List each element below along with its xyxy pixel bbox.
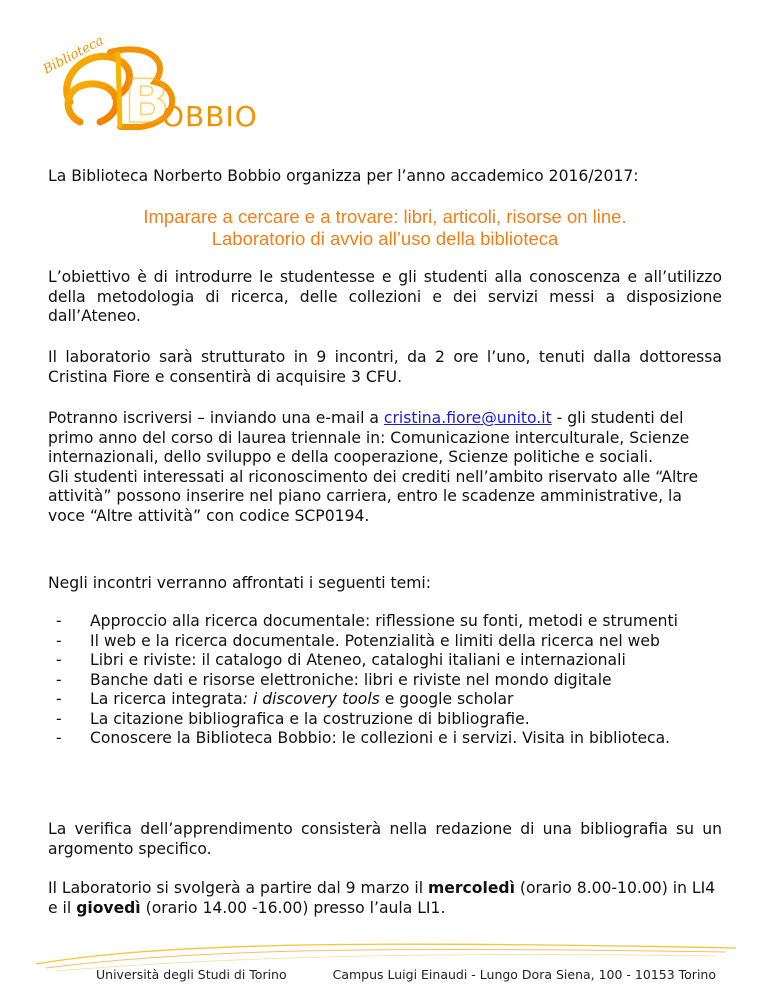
- logo-initial: B: [124, 67, 170, 137]
- list-item: - Conoscere la Biblioteca Bobbio: le collezioni e i servizi. Visita in biblioteca.: [56, 729, 671, 747]
- assessment-paragraph: La verifica dell’apprendimento consisterà nella redazione di una bibliografia su un argomento specifico.: [48, 820, 722, 858]
- schedule-paragraph: Il Laboratorio si svolgerà a partire dal 9 marzo il mercoledì (orario 8.00-10.00) in LI4 e il giovedì (orario 14.00 -16.00) presso l’aula LI1.: [48, 879, 716, 917]
- enrollment-text-before: Potranno iscriversi – inviando una e-mail a: [48, 409, 384, 427]
- footer-university: Università degli Studi di Torino: [96, 967, 287, 982]
- objective-paragraph: L’obiettivo è di introdurre le studentesse e gli studenti alla conoscenza e all’utilizzo della metodologia di ricerca, delle collezioni e dei servizi messi a disposizione dall’Ateneo.: [48, 268, 722, 325]
- enrollment-text-after: - gli studenti del primo anno del corso di laurea triennale in: Comunicazione interculturale, Scienze internazionali, dello sviluppo e della cooperazione, Scienze politiche e sociali.: [48, 409, 690, 466]
- logo-big-text: OBBIO: [162, 100, 258, 133]
- course-title: [48, 206, 722, 250]
- logo-small-text: Biblioteca: [40, 33, 107, 78]
- weekday-wednesday: mercoledì: [428, 879, 515, 897]
- course-title-line-2: Laboratorio di avvio all’uso della biblioteca: [211, 228, 559, 249]
- weekday-thursday: giovedì: [76, 898, 141, 917]
- footer-address: Campus Luigi Einaudi - Lungo Dora Siena, 100 - 10153 Torino: [332, 967, 716, 982]
- list-item: - Il web e la ricerca documentale. Potenzialità e limiti della ricerca nel web: [56, 631, 660, 650]
- list-item: - Banche dati e risorse elettroniche: libri e riviste nel mondo digitale: [56, 670, 612, 689]
- list-item: - La ricerca integrata: i discovery tools e google scholar: [56, 690, 514, 708]
- credits-paragraph: Gli studenti interessati al riconoscimento dei crediti nell’ambito riservato alle “Altre attività” possono inserire nel piano carriera, entro le scadenze amministrative, la voce “Altre attività” con codice SCP0194.: [48, 467, 699, 525]
- topics-intro: Negli incontri verranno affrontati i seguenti temi:: [48, 574, 432, 592]
- list-item: - Libri e riviste: il catalogo di Ateneo, cataloghi italiani e internazionali: [56, 651, 626, 669]
- biblioteca-bobbio-logo: [40, 22, 270, 137]
- enrollment-paragraph: [48, 409, 722, 526]
- structure-paragraph: Il laboratorio sarà strutturato in 9 incontri, da 2 ore l’uno, tenuti dalla dottoressa Cristina Fiore e consentirà di acquisire 3 CFU.: [48, 348, 722, 386]
- list-item: - La citazione bibliografica e la costruzione di bibliografie.: [56, 709, 530, 728]
- course-title-line-1: Imparare a cercare e a trovare: libri, articoli, risorse on line.: [143, 206, 627, 227]
- list-item: - Approccio alla ricerca documentale: riflessione su fonti, metodi e strumenti: [56, 612, 678, 630]
- email-link[interactable]: cristina.fiore@unito.it: [383, 409, 552, 427]
- topics-list: [48, 612, 722, 749]
- intro-text: La Biblioteca Norberto Bobbio organizza per l’anno accademico 2016/2017:: [48, 167, 639, 185]
